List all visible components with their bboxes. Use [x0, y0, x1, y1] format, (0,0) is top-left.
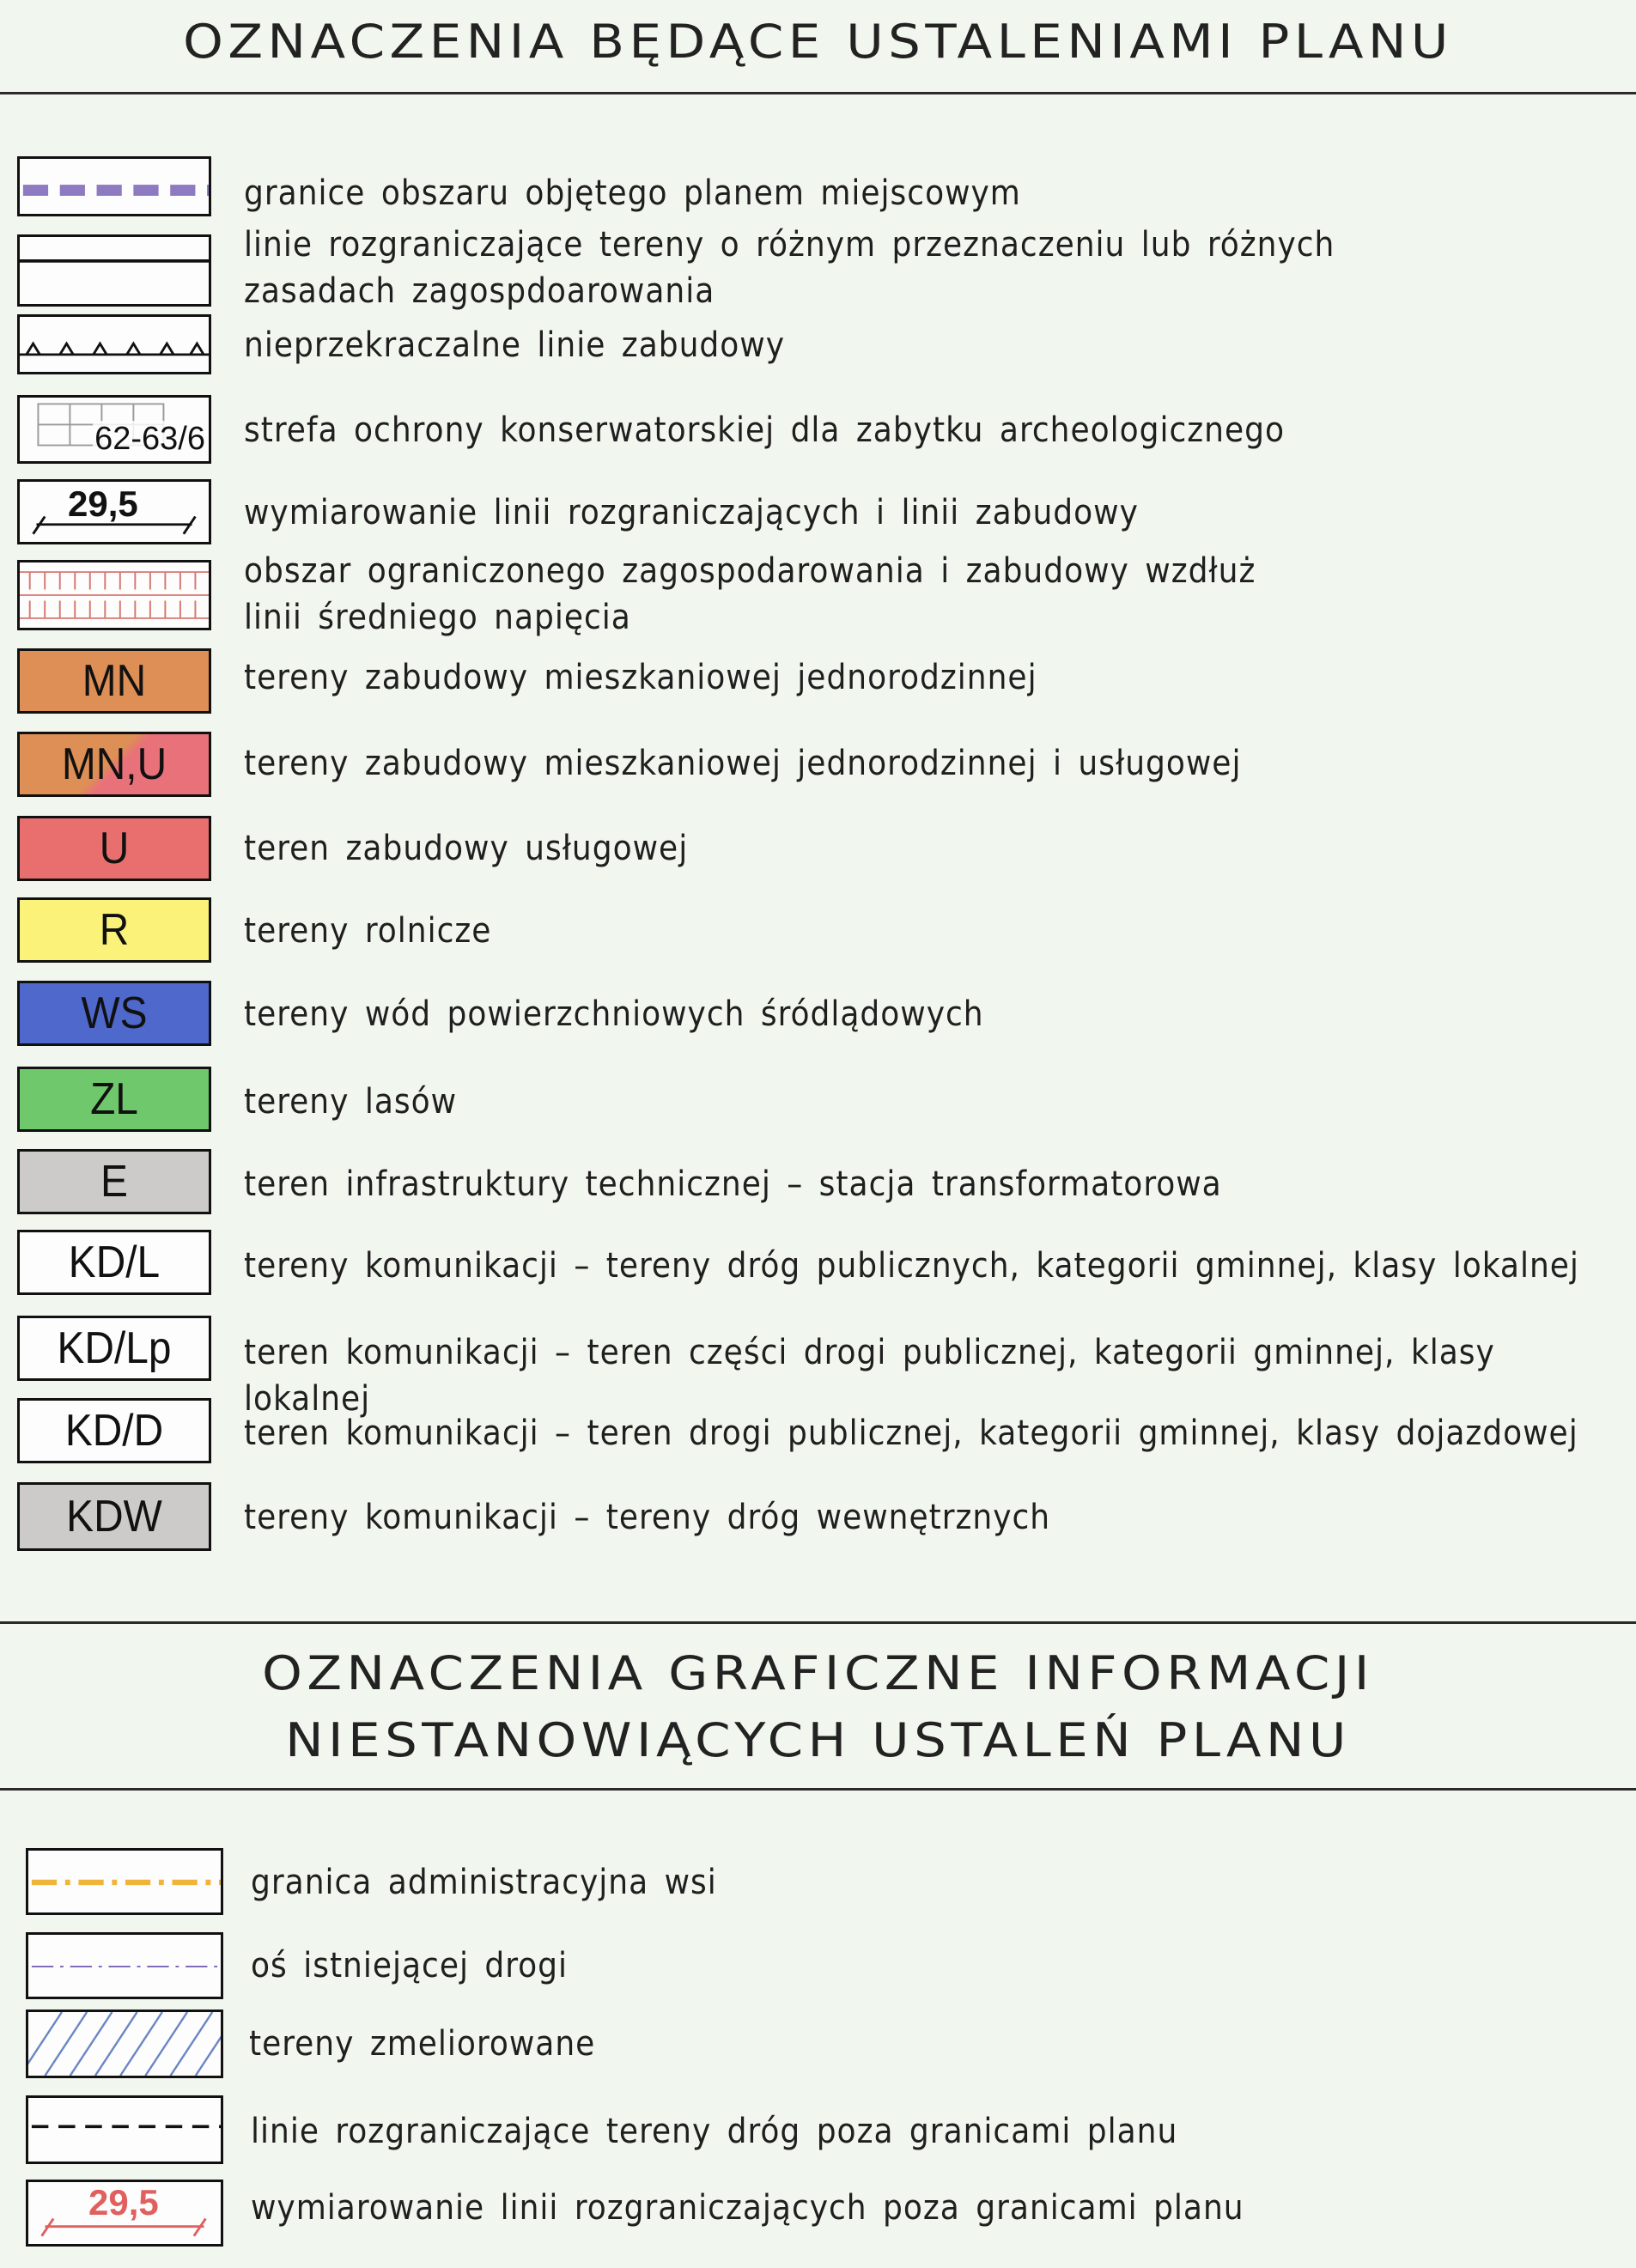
- road-demarcation-symbol: [26, 2095, 223, 2164]
- building-line-label: nieprzekraczalne linie zabudowy: [244, 325, 785, 365]
- zone-mn-label: tereny zabudowy mieszkaniowej jednorodzinnej: [244, 658, 1037, 697]
- zone-number: 62-63/6: [94, 421, 205, 457]
- dimension-outside-symbol: [26, 2180, 223, 2247]
- zone-zl-label: tereny lasów: [244, 1082, 458, 1122]
- dimension-outside-label: wymiarowanie linii rozgraniczających poza granicami planu: [251, 2188, 1244, 2228]
- zone-kdl-symbol: [17, 1230, 211, 1295]
- zone-kdl-label: tereny komunikacji – tereny dróg publicznych, kategorii gminnej, klasy lokalnej: [244, 1246, 1579, 1286]
- double-line-icon: [20, 237, 209, 304]
- boundary-symbol: [17, 156, 211, 216]
- drained-area-label: tereny zmeliorowane: [249, 2024, 596, 2064]
- power-line-symbol: [17, 560, 211, 630]
- zone-ws-symbol: [17, 981, 211, 1046]
- zone-ws-label: tereny wód powierzchniowych śródlądowych: [244, 994, 984, 1034]
- dimension-value: 29,5: [68, 483, 138, 524]
- zone-mnu-code: MN,U: [61, 739, 167, 789]
- zone-e-label: teren infrastruktury technicznej – stacja transformatorowa: [244, 1164, 1222, 1204]
- section2-bottom-rule: [0, 1788, 1636, 1791]
- zone-e-symbol: [17, 1149, 211, 1214]
- zone-r-label: tereny rolnicze: [244, 911, 492, 951]
- village-boundary-label: granica administracyjna wsi: [251, 1863, 717, 1902]
- zone-kdl-code: KD/L: [68, 1237, 161, 1287]
- zone-mnu-label: tereny zabudowy mieszkaniowej jednorodzinnej i usługowej: [244, 744, 1242, 783]
- triangle-line-icon: [20, 317, 209, 372]
- section1-title: OZNACZENIA BĘDĄCE USTALENIAMI PLANU: [183, 15, 1453, 69]
- section1-rule: [0, 92, 1636, 94]
- archaeological-zone-label: strefa ochrony konserwatorskiej dla zabytku archeologicznego: [244, 410, 1285, 450]
- zone-ws-code: WS: [81, 988, 148, 1038]
- archaeological-zone-symbol: [17, 395, 211, 464]
- zone-u-label: teren zabudowy usługowej: [244, 829, 689, 868]
- section2-top-rule: [0, 1621, 1636, 1624]
- zone-e-code: E: [100, 1157, 128, 1207]
- zone-mn-code: MN: [82, 656, 147, 706]
- section2-title-line2: NIESTANOWIĄCYCH USTALEŃ PLANU: [285, 1713, 1351, 1767]
- dash-dot-orange-line-icon: [28, 1851, 221, 1912]
- zone-kdd-code: KD/D: [64, 1406, 164, 1456]
- dimension-symbol: [17, 479, 211, 544]
- purple-dashed-line-icon: [20, 159, 209, 214]
- building-line-symbol: [17, 314, 211, 374]
- section2-title-line1: OZNACZENIA GRAFICZNE INFORMACJI: [262, 1646, 1374, 1700]
- zone-kdw-label: tereny komunikacji – tereny dróg wewnętrznych: [244, 1498, 1051, 1537]
- zone-kdw-symbol: [17, 1482, 211, 1551]
- zone-r-code: R: [99, 905, 130, 955]
- zone-u-code: U: [99, 824, 130, 873]
- demarcation-label: linie rozgraniczające tereny o różnym przeznaczeniu lub różnych zasadach zagospdoarowania: [244, 225, 1335, 311]
- power-line-label: obszar ograniczonego zagospodarowania i zabudowy wzdłuż linii średniego napięcia: [244, 551, 1256, 637]
- zone-kdd-label: teren komunikacji – teren drogi publicznej, kategorii gminnej, klasy dojazdowej: [244, 1414, 1578, 1453]
- zone-kdd-symbol: [17, 1398, 211, 1463]
- dimension-outside-value: 29,5: [88, 2182, 159, 2222]
- road-axis-symbol: [26, 1932, 223, 1999]
- zone-kdw-code: KDW: [66, 1492, 162, 1541]
- zone-kdlp-symbol: [17, 1316, 211, 1381]
- dimension-label: wymiarowanie linii rozgraniczających i linii zabudowy: [244, 493, 1139, 532]
- zone-zl-symbol: [17, 1067, 211, 1132]
- village-boundary-symbol: [26, 1848, 223, 1915]
- hatch-icon: [28, 2012, 221, 2076]
- zone-r-symbol: [17, 897, 211, 963]
- zone-mn-symbol: [17, 648, 211, 714]
- power-line-strip-icon: [20, 562, 209, 628]
- zone-mnu-symbol: [17, 732, 211, 797]
- road-demarcation-label: linie rozgraniczające tereny dróg poza granicami planu: [251, 2112, 1178, 2151]
- zone-zl-code: ZL: [90, 1074, 138, 1124]
- road-axis-label: oś istniejącej drogi: [251, 1946, 569, 1985]
- zone-kdlp-label: teren komunikacji – teren części drogi publicznej, kategorii gminnej, klasy lokalnej: [244, 1333, 1495, 1419]
- zone-kdlp-code: KD/Lp: [57, 1323, 172, 1373]
- boundary-label: granice obszaru objętego planem miejscowym: [244, 173, 1021, 213]
- black-dashed-line-icon: [28, 2098, 221, 2162]
- zone-u-symbol: [17, 816, 211, 881]
- drained-area-symbol: [26, 2010, 223, 2078]
- dash-dot-purple-line-icon: [28, 1935, 221, 1997]
- demarcation-symbol: [17, 234, 211, 307]
